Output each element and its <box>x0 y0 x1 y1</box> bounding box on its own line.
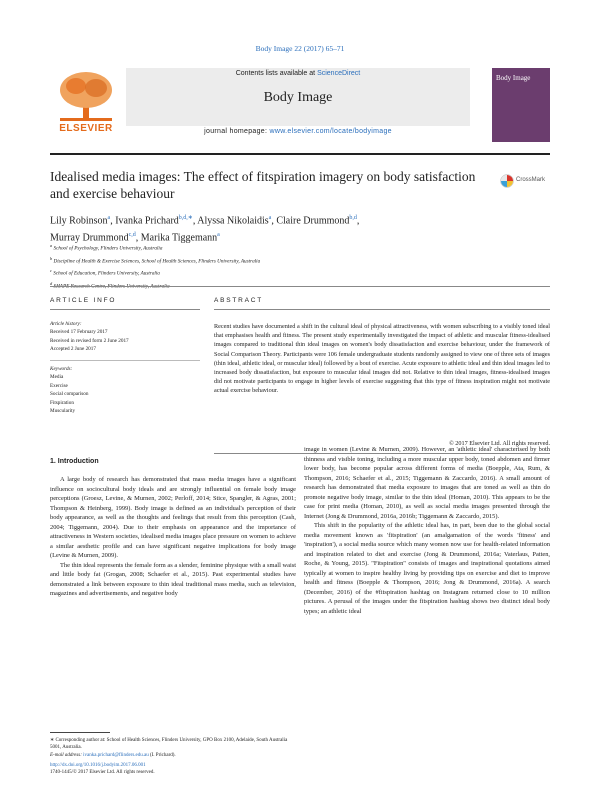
crossmark-icon <box>500 174 514 188</box>
email-line <box>50 752 296 759</box>
keywords-label: Keywords: <box>50 366 73 372</box>
keyword: Social comparison <box>50 391 89 398</box>
keywords <box>50 365 200 415</box>
homepage-link[interactable]: www.elsevier.com/locate/bodyimage <box>269 128 392 135</box>
homepage-prefix: journal homepage: <box>204 128 270 135</box>
author-prichard: , Ivanka Prichard <box>110 215 179 227</box>
author-separator: , <box>356 215 360 227</box>
journal-banner <box>126 68 470 126</box>
received-date: Received 17 February 2017 <box>50 329 108 336</box>
abstract-rule <box>214 309 550 310</box>
header-rule <box>50 153 550 155</box>
email-label: E-mail address: <box>50 752 84 758</box>
keyword: Exercise <box>50 382 68 389</box>
crossmark-label: CrossMark <box>516 177 546 183</box>
article-title: Idealised media images: The effect of fitspiration imagery on body satisfaction and exercise behaviour <box>50 169 476 201</box>
sciencedirect-link[interactable]: ScienceDirect <box>317 70 361 77</box>
journal-reference[interactable]: Body Image 22 (2017) 65–71 <box>255 44 345 53</box>
abstract-copyright: © 2017 Elsevier Ltd. All rights reserved. <box>449 440 550 447</box>
affiliation-d: d <box>50 281 53 287</box>
cover-title: Body Image <box>496 74 531 82</box>
journal-cover-image[interactable] <box>492 68 550 142</box>
body-right-column <box>304 445 550 616</box>
abstract-heading: ABSTRACT <box>214 297 264 304</box>
affiliation-b: $^b$ Discipline of Health & Exercise Sciences, School of Health Sciences, Flinders University, Australia <box>50 255 261 265</box>
journal-title: Body Image <box>263 90 333 105</box>
contents-line <box>126 70 470 77</box>
author-affil-sup[interactable]: c,d <box>128 232 136 239</box>
corresponding-author-note: ∗ Corresponding author at: School of Health Sciences, Flinders University, GPO Box 2100, Adelaide, South Australia 5001, Australia. <box>50 738 288 751</box>
keyword: Muscularity <box>50 408 76 415</box>
keyword: Fitspiration <box>50 399 74 406</box>
keyword: Media <box>50 374 64 381</box>
publisher-name: ELSEVIER <box>59 123 113 134</box>
affiliation-a: $^a$ School of Psychology, Flinders University, Australia <box>50 243 163 252</box>
article-info-heading: ARTICLE INFO <box>50 297 117 304</box>
crossmark-badge[interactable] <box>500 172 550 190</box>
author-m-drummond: Murray Drummond <box>50 232 129 244</box>
journal-homepage <box>126 128 470 135</box>
author-affil-sup[interactable]: a <box>107 215 111 221</box>
email-link[interactable]: ivanka.prichard@flinders.edu.au <box>83 752 149 758</box>
author-robinson: Lily Robinson <box>50 215 108 227</box>
info-rule <box>50 309 200 310</box>
author-affil-sup[interactable]: a <box>268 215 272 221</box>
paragraph: image in women (Levine & Murnen, 2009). However, an 'athletic ideal' characterised by both thinness and visible toning, including a more muscular upper body, toned abdomen and firmer lower body, has become popular across different forms of media (Boepple, Ata, Rum, & Thompson, 2016; Schaefer et al., 2015; Tiggemann & Zaccardo, 2016). A small amount of research has demonstrated that media exposure to images that are toned as well as thin do promote negative body image, similar to the thin ideal (Homan, 2010). This appears to be the case for print media (Homan, 2010), as well as social media images presented through the Internet (Jong & Drummond, 2016a, 2016b; Tiggemann & Zaccardo, 2015). <box>304 446 550 520</box>
author-c-drummond: , Claire Drummond <box>271 215 350 227</box>
section-heading-introduction: 1. Introduction <box>50 458 99 465</box>
affiliation-c: $^c$ School of Education, Flinders University, Australia <box>50 268 160 278</box>
author-affil-sup[interactable]: b,d,∗ <box>178 215 193 221</box>
paragraph: A large body of research has demonstrated that mass media images have a significant influence on sociocultural body ideals and are strongly influential on female body image perceptions (Groesz, Levine, & Murnen, 2002; Perloff, 2014; Stice, Spangler, & Agras, 2001; Thompson & Heinberg, 1999). Body image is defined as an individual's perception of their body appearance, as well as the thoughts and feelings that result from this perception (Cash, 2004; Tiggemann, 2004). Due to their emphasis on appearance and the importance of attractiveness in Western societies, idealised media images place pressure on women to achieve a similar aesthetic profile and can have significant negative implications for body image (Levine & Murnen, 2009). <box>50 476 296 559</box>
affiliation-rule <box>50 286 550 287</box>
footnote-rule <box>50 732 110 733</box>
body-left-column <box>50 475 296 599</box>
author-affil-sup[interactable]: a <box>217 232 220 239</box>
author-tiggemann: , Marika Tiggemann <box>135 232 218 244</box>
doi-block <box>50 762 296 777</box>
author-affil-sup[interactable]: b,d <box>349 215 357 221</box>
article-history <box>50 320 200 354</box>
footnote <box>50 737 296 759</box>
author-nikolaidis: , Alyssa Nikolaidis <box>192 215 269 227</box>
revised-date: Received in revised form 2 June 2017 <box>50 337 129 344</box>
abstract-text: Recent studies have documented a shift in the cultural ideal of physical attractiveness, with women subscribing to a visibly toned ideal that emphasises health and fitness. The present study experimentally investigated the impact of athletic and muscular fitness-idealised images compared to traditional thin ideal images on women's body dissatisfaction and exercise behaviour, under the framework of Social Comparison Theory. Participants were 106 female undergraduate students randomly assigned to view one of three sets of images (thin ideal, athletic ideal, or muscular ideal) followed by a bout of exercise. Acute exposure to athletic ideal and thin ideal images led to increased body dissatisfaction, but exposure to muscular ideal images did not. Relative to thin ideal images, fitness-idealised images did not motivate participants to engage in higher levels of exercise suggesting that this type of fitness inspiration might not motivate actual exercise behaviour. <box>214 323 550 395</box>
email-suffix: (I. Prichard). <box>148 752 176 758</box>
contents-prefix: Contents lists available at <box>235 70 318 77</box>
keywords-rule <box>50 360 200 361</box>
doi-link[interactable]: http://dx.doi.org/10.1016/j.bodyim.2017.06.001 <box>50 763 146 768</box>
history-label: Article history: <box>50 321 82 327</box>
accepted-date: Accepted 2 June 2017 <box>50 346 96 353</box>
masthead <box>50 68 550 150</box>
paragraph: The thin ideal represents the female form as a slender, feminine physique with a small waist and little body fat (Grogan, 2008; Schaefer et al., 2015). Past experimental studies have demonstrated a link between exposure to thin ideal traditional mass media, such as television, magazines and advertisements, and negative body <box>50 561 296 597</box>
issn-line: 1740-1445/© 2017 Elsevier Ltd. All rights reserved. <box>50 770 155 776</box>
paragraph: This shift in the popularity of the athletic ideal has, in part, been due to the global social media movement known as 'fitspiration' (an amalgamation of the words 'fitness' and 'inspiration'), a social media source which many women now use for health-related information and inspiration related to diet and exercise (Jong & Drummond, 2016a; Vaterlaus, Patten, Roche, & Young, 2015). "Fitspiration" consists of images and inspirational quotations aimed typically at women to inspire healthy living by providing tips on exercise and diet to improve health and fitness (Boepple & Thompson, 2016; Jong & Drummond, 2016a). A search (December, 2016) of the #fitspiration hashtag on Instagram returned close to 10 million pictures. A perusal of the images under the fitspiration hashtag shows two distinct ideal body types; an athletic ideal <box>304 522 550 615</box>
affiliations <box>50 241 550 292</box>
